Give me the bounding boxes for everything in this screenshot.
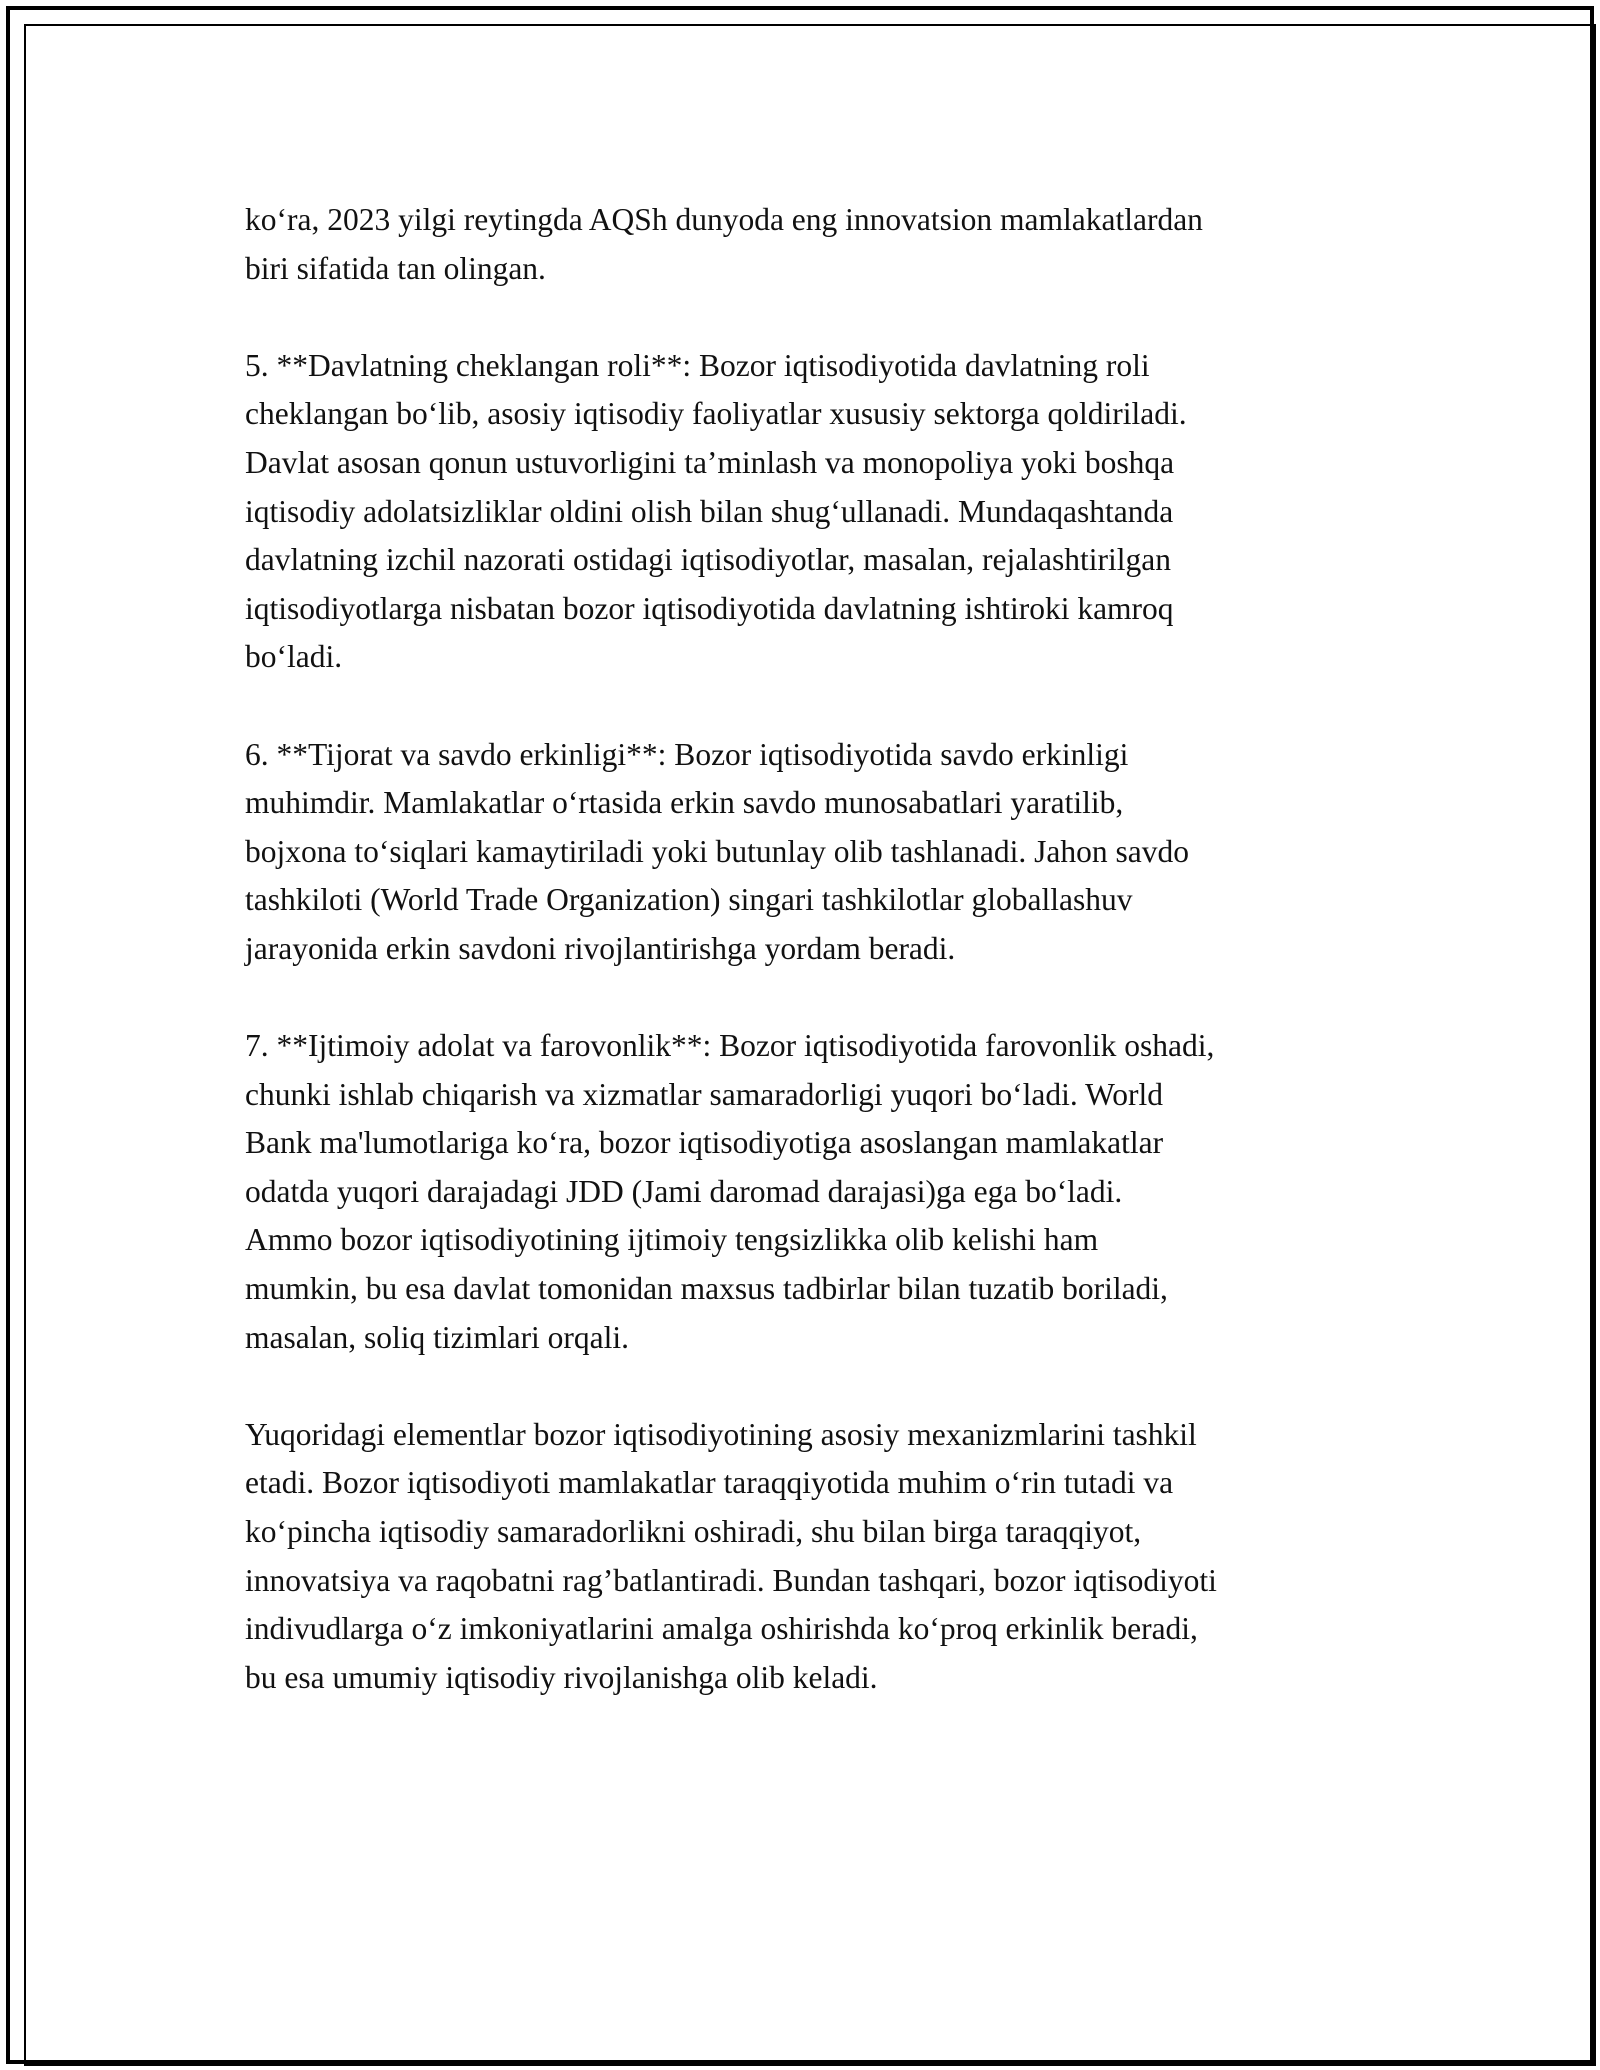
text-line: biri sifatida tan olingan. (245, 250, 546, 286)
text-line: odatda yuqori darajadagi JDD (Jami daromad darajasi)ga ega bo‘ladi. (245, 1173, 1123, 1209)
text-line: masalan, soliq tizimlari orqali. (245, 1319, 630, 1355)
paragraph-continuation (245, 196, 1385, 293)
paragraph-conclusion (245, 1411, 1385, 1703)
text-line: etadi. Bozor iqtisodiyoti mamlakatlar taraqqiyotida muhim o‘rin tutadi va (245, 1465, 1174, 1501)
text-line: Davlat asosan qonun ustuvorligini ta’minlash va monopoliya yoki boshqa (245, 444, 1175, 480)
text-line: iqtisodiyotlarga nisbatan bozor iqtisodiyotida davlatning ishtiroki kamroq (245, 590, 1174, 626)
text-line: Ammo bozor iqtisodiyotining ijtimoiy tengsizlikka olib kelishi ham (245, 1222, 1099, 1258)
text-line: Bank ma'lumotlariga ko‘ra, bozor iqtisodiyotiga asoslangan mamlakatlar (245, 1125, 1164, 1161)
text-line: innovatsiya va raqobatni rag’batlantiradi. Bundan tashqari, bozor iqtisodiyoti (245, 1562, 1217, 1598)
text-line: Yuqoridagi elementlar bozor iqtisodiyotining asosiy mexanizmlarini tashkil (245, 1416, 1197, 1452)
text-line: davlatning izchil nazorati ostidagi iqtisodiyotlar, masalan, rejalashtirilgan (245, 542, 1171, 578)
text-line: jarayonida erkin savdoni rivojlantirishga yordam beradi. (245, 930, 956, 966)
text-line: 6. **Tijorat va savdo erkinligi**: Bozor iqtisodiyotida savdo erkinligi (245, 736, 1129, 772)
text-line: 5. **Davlatning cheklangan roli**: Bozor iqtisodiyotida davlatning roli (245, 347, 1150, 383)
text-line: bo‘ladi. (245, 639, 343, 675)
paragraph-item-5 (245, 342, 1385, 682)
text-line: chunki ishlab chiqarish va xizmatlar samaradorligi yuqori bo‘ladi. World (245, 1076, 1164, 1112)
text-line: cheklangan bo‘lib, asosiy iqtisodiy faoliyatlar xususiy sektorga qoldiriladi. (245, 396, 1187, 432)
paragraph-item-6 (245, 731, 1385, 974)
text-line: ko‘ra, 2023 yilgi reytingda AQSh dunyoda eng innovatsion mamlakatlardan (245, 202, 1203, 237)
text-line: tashkiloti (World Trade Organization) singari tashkilotlar globallashuv (245, 882, 1133, 918)
page-frame (6, 6, 1594, 2064)
document-body (245, 196, 1385, 1702)
text-line: indivudlarga o‘z imkoniyatlarini amalga oshirishda ko‘proq erkinlik beradi, (245, 1611, 1198, 1647)
text-line: bu esa umumiy iqtisodiy rivojlanishga olib keladi. (245, 1659, 878, 1695)
text-line: mumkin, bu esa davlat tomonidan maxsus tadbirlar bilan tuzatib boriladi, (245, 1271, 1168, 1307)
text-line: ko‘pincha iqtisodiy samaradorlikni oshiradi, shu bilan birga taraqqiyot, (245, 1514, 1142, 1550)
text-line: 7. **Ijtimoiy adolat va farovonlik**: Bozor iqtisodiyotida farovonlik oshadi, (245, 1028, 1215, 1064)
text-line: muhimdir. Mamlakatlar o‘rtasida erkin savdo munosabatlari yaratilib, (245, 785, 1124, 821)
text-line: iqtisodiy adolatsizliklar oldini olish bilan shug‘ullanadi. Mundaqashtanda (245, 493, 1174, 529)
text-line: bojxona to‘siqlari kamaytiriladi yoki butunlay olib tashlanadi. Jahon savdo (245, 833, 1189, 869)
paragraph-item-7 (245, 1022, 1385, 1362)
